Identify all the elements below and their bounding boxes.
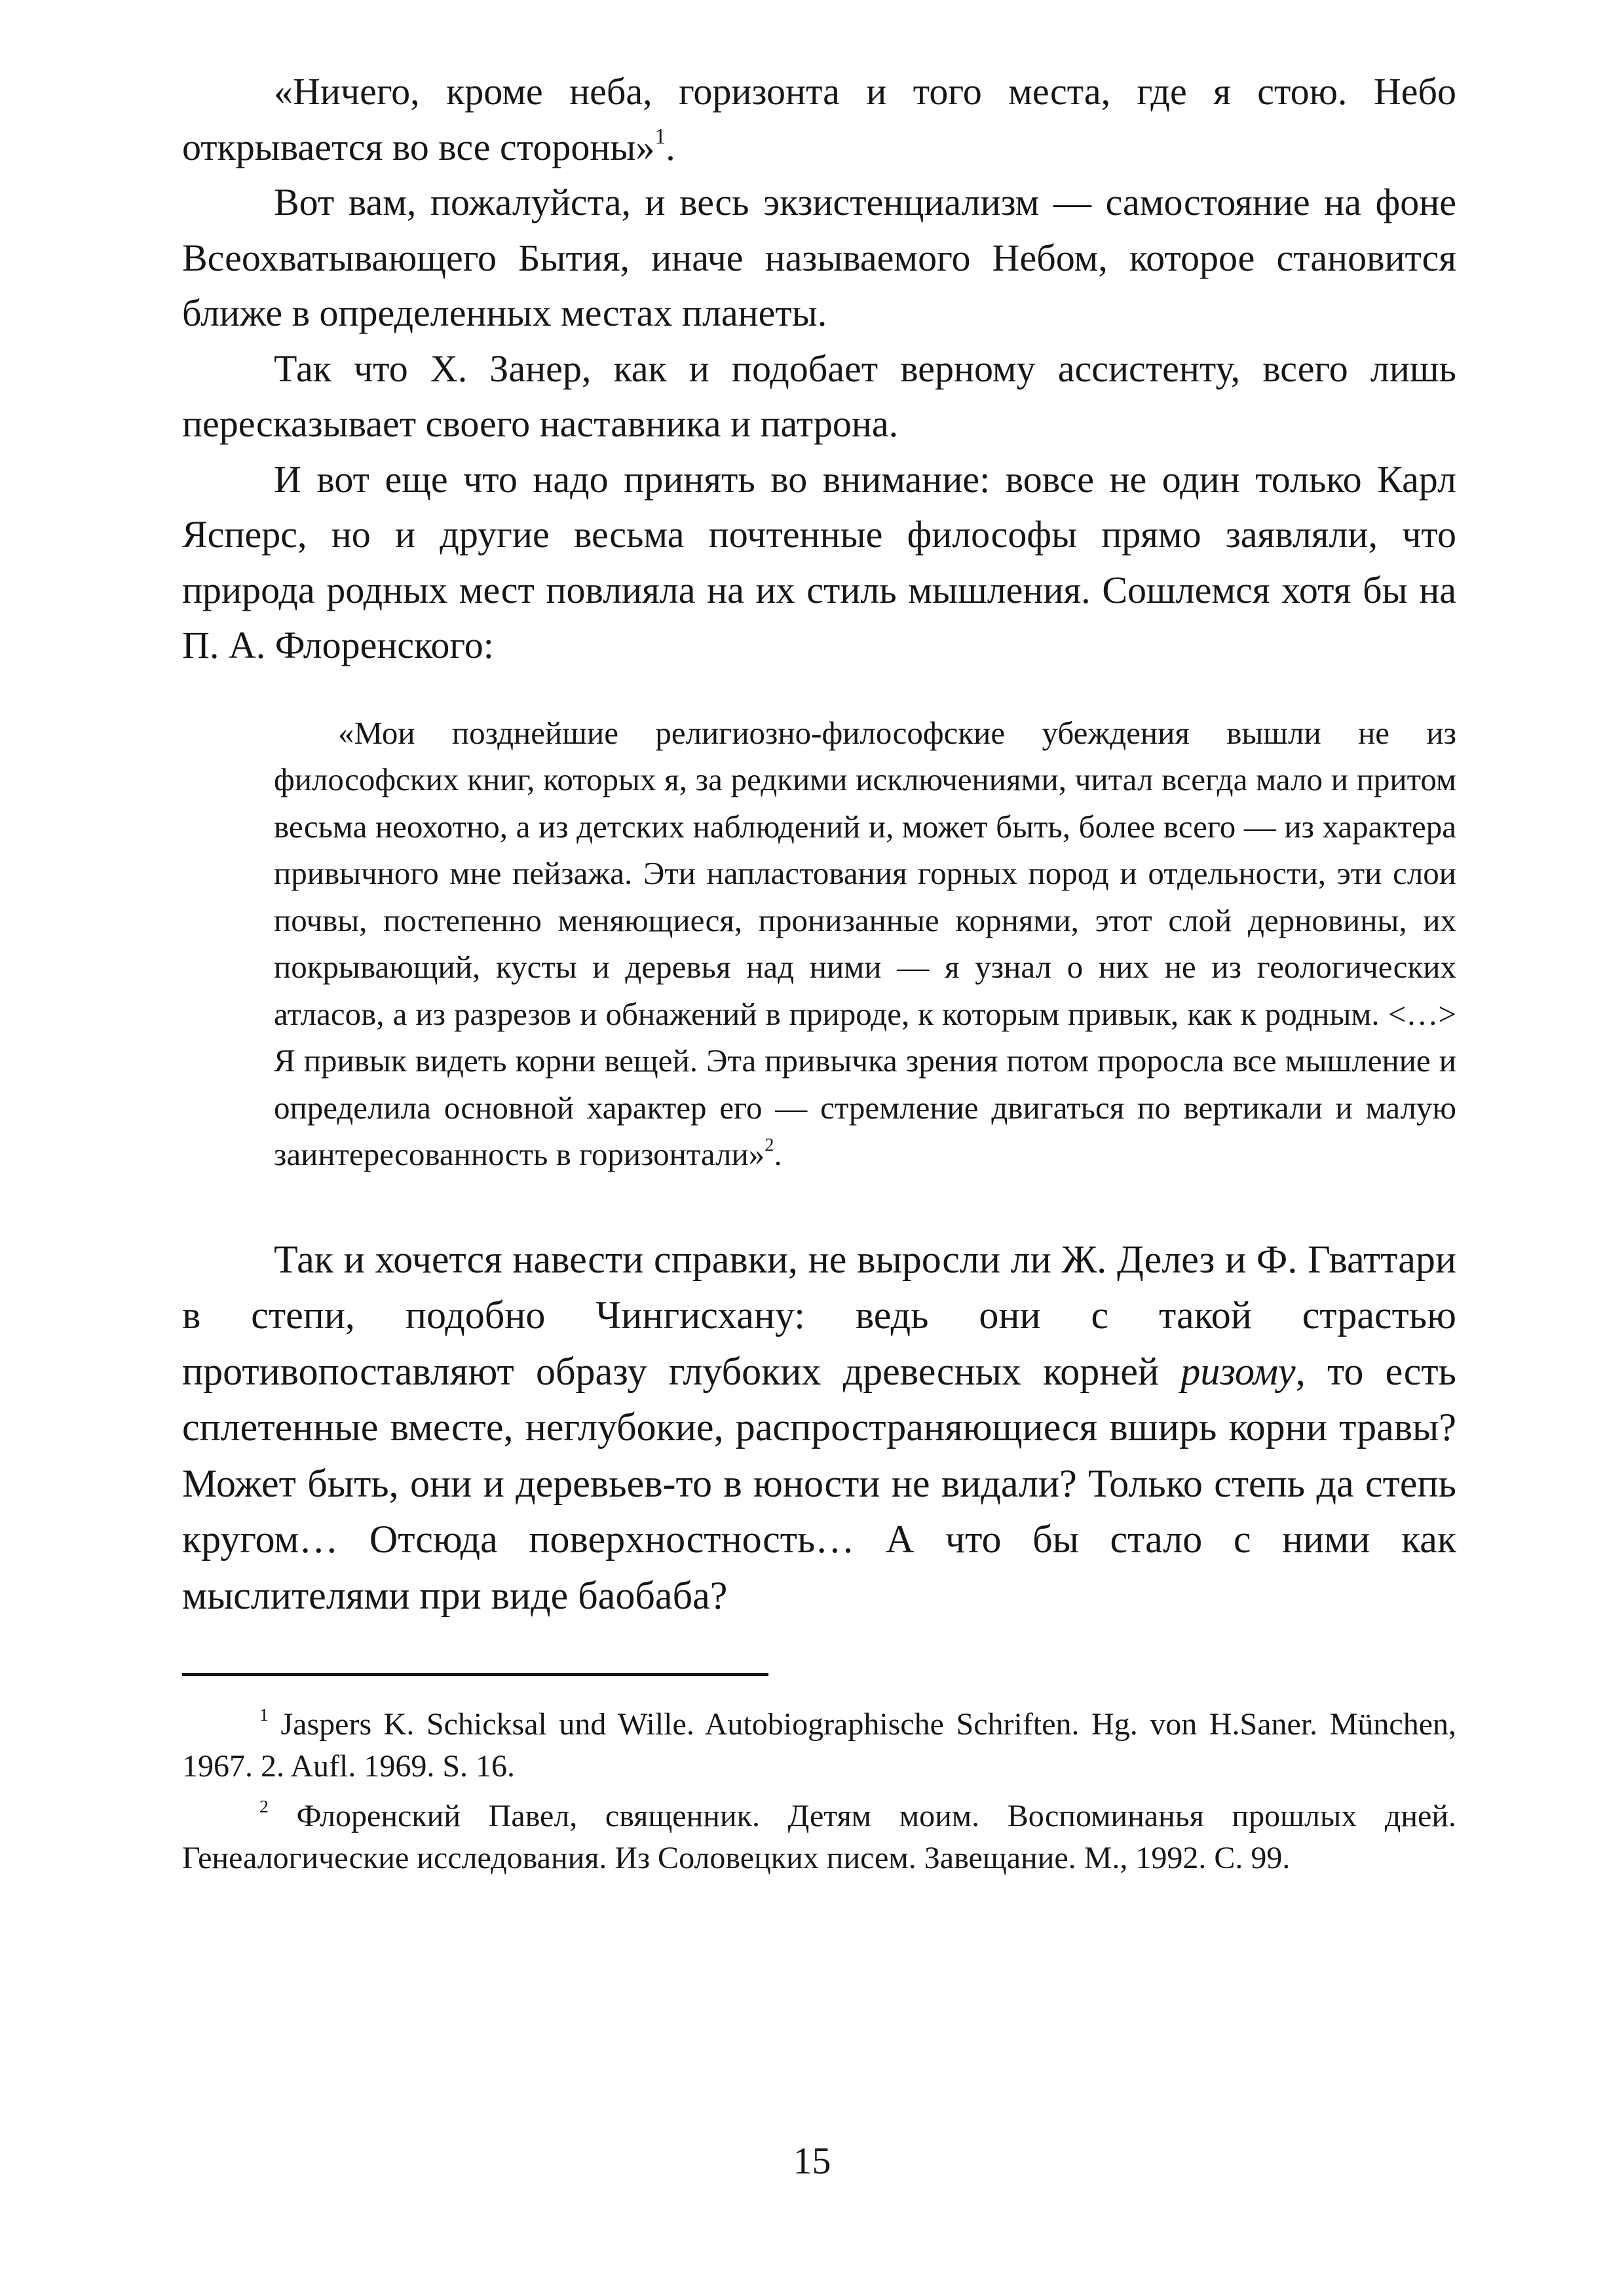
paragraph-1-tail: . (666, 125, 675, 168)
footnote-1 (182, 1704, 1456, 1788)
paragraph-5-part-2: , то есть сплетенные вместе, неглубокие, распространяющиеся вширь корни травы? Может быть, они и деревьев-то в юности не видали? Только степь да степь кругом… Отсюда поверхностность… А что бы стало с ними как мыслителями при виде баобаба? (182, 1349, 1456, 1617)
footnote-ref-2[interactable]: 2 (765, 1135, 774, 1156)
quote-paragraph (274, 710, 1456, 1178)
paragraph-1-text: «Ничего, кроме неба, горизонта и того места, где я стою. Небо открывается во все стороны» (182, 70, 1456, 168)
quote-text: «Мои позднейшие религиозно-философские убеждения вышли не из философских книг, которых я, за редкими исключениями, читал всегда мало и притом весьма неохотно, а из детских наблюдений и, может быть, более всего — из характера привычного мне пейзажа. Эти напластования горных пород и отдельности, эти слои почвы, постепенно меняющиеся, пронизанные корнями, этот слой дерновины, их покрывающий, кусты и деревья над ними — я узнал о них не из геологических атласов, а из разрезов и обнажений в природе, к которым привык, как к родным. <…> Я привык видеть корни вещей. Эта привычка зрения потом проросла все мышление и определила основной характер его — стремление двигаться по вертикали и малую заинтересованность в горизонтали» (274, 714, 1456, 1172)
page-number: 15 (793, 2139, 831, 2182)
paragraph-2: Вот вам, пожалуйста, и весь экзистенциализм — самостояние на фоне Всеохватывающего Бытия, иначе называемого Небом, которое становится ближе в определенных местах планеты. (182, 181, 1456, 334)
footnote-2-text: Флоренский Павел, священник. Детям моим. Воспоминанья прошлых дней. Генеалогические исследования. Из Соловецких писем. Завещание. М., 1992. С. 99. (182, 1799, 1457, 1875)
footnote-2 (182, 1795, 1456, 1879)
block-quote (274, 710, 1456, 1178)
footnote-1-number: 1 (259, 1705, 269, 1726)
paragraph-3: Так что Х. Занер, как и подобает верному ассистенту, всего лишь пересказывает своего наставника и патрона. (182, 347, 1456, 445)
footnote-ref-1[interactable]: 1 (654, 124, 666, 149)
main-text-block (182, 64, 1456, 674)
quote-tail: . (774, 1136, 782, 1172)
paragraph-5 (182, 1232, 1456, 1624)
page-content (182, 64, 1456, 1887)
paragraph-5-part-1: Так и хочется навести справки, не выросли ли Ж. Делез и Ф. Гваттари в степи, подобно Чингисхану: ведь они с такой страстью противопоставляют образу глубоких древесных корней (182, 1237, 1456, 1393)
footnotes (182, 1704, 1456, 1879)
paragraph-1 (182, 64, 1456, 175)
footnote-2-number: 2 (259, 1797, 269, 1818)
paragraph-5-italic-word: ризому (1180, 1349, 1296, 1393)
paragraph-4: И вот еще что надо принять во внимание: вовсе не один только Карл Ясперс, но и другие весьма почтенные философы прямо заявляли, что природа родных мест повлияла на их стиль мышления. Сошлемся хотя бы на П. А. Флоренского: (182, 457, 1456, 666)
main-text-after-quote (182, 1232, 1456, 1624)
footnote-separator (182, 1673, 768, 1676)
footnote-1-text: Jaspers K. Schicksal und Wille. Autobiographische Schriften. Hg. von H.Saner. München, 1967. 2. Aufl. 1969. S. 16. (182, 1707, 1456, 1784)
